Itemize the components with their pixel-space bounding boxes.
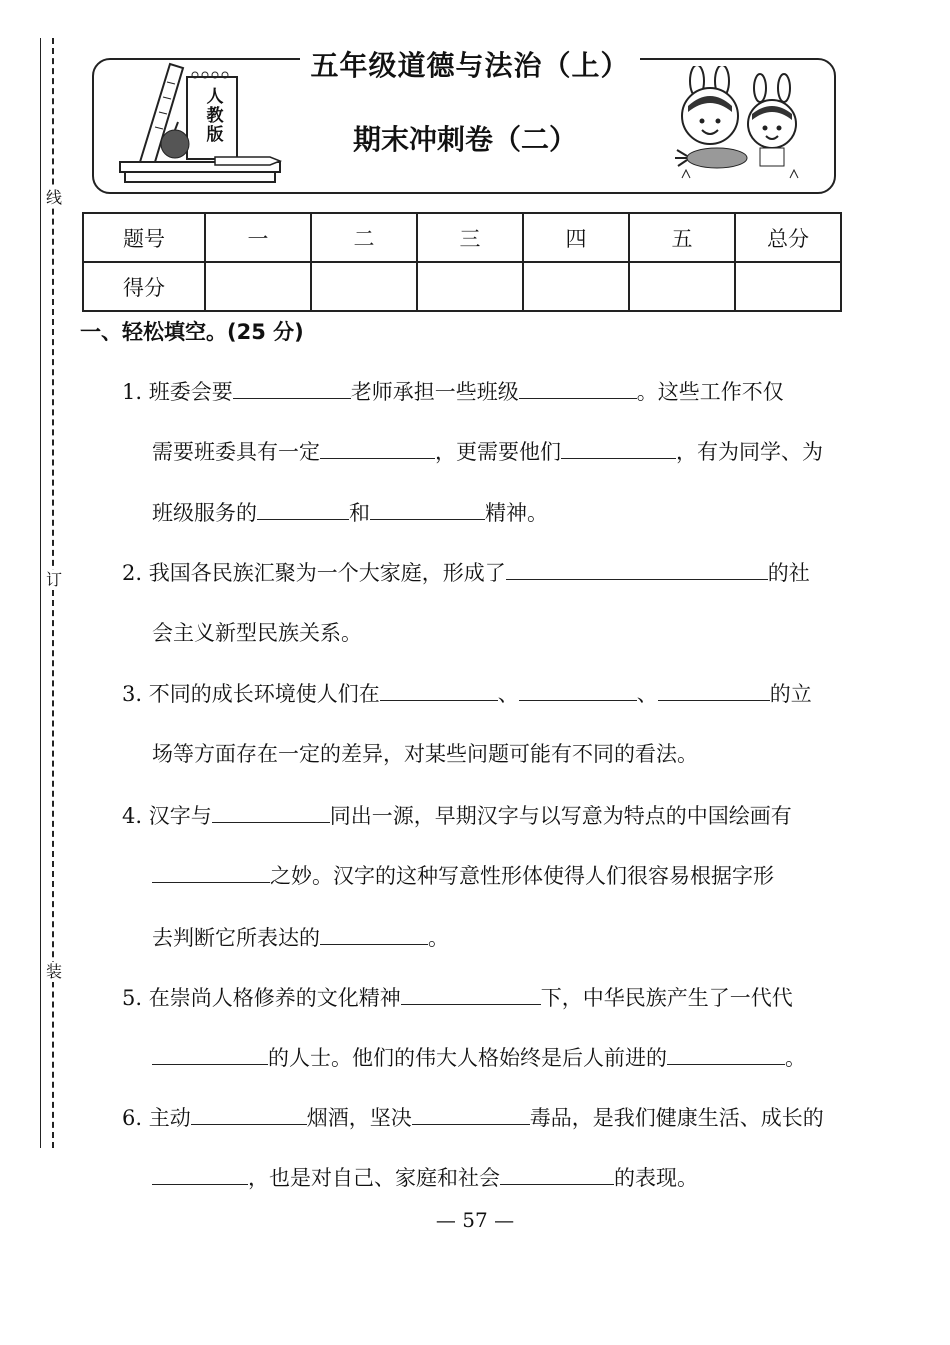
q1-text: ，更需要他们	[435, 440, 561, 464]
q5-blank-3[interactable]	[667, 1042, 785, 1065]
q6-blank-2[interactable]	[412, 1102, 530, 1125]
q6-text: 的表现。	[614, 1166, 698, 1190]
question-3-line-2	[152, 739, 698, 769]
q4-blank-2[interactable]	[152, 860, 270, 883]
question-4-line-1	[122, 800, 792, 831]
score-input-cell[interactable]	[735, 262, 841, 311]
binding-char-zhuang: 装	[45, 962, 62, 981]
q3-blank-3[interactable]	[658, 678, 770, 701]
q3-blank-1[interactable]	[380, 678, 498, 701]
score-input-cell[interactable]	[205, 262, 311, 311]
binding-char-ding: 订	[45, 570, 62, 589]
q5-text: 。	[785, 1046, 806, 1070]
score-input-cell[interactable]	[311, 262, 417, 311]
q3-text: 、	[636, 682, 658, 706]
q1-text: 老师承担一些班级	[350, 380, 519, 404]
q3-text: 的立	[769, 682, 812, 706]
q3-blank-2[interactable]	[519, 678, 637, 701]
q3-text: 场等方面存在一定的差异，对某些问题可能有不同的看法。	[152, 742, 698, 766]
q1-blank-5[interactable]	[257, 497, 349, 520]
q1-text: 班级服务的	[152, 501, 257, 525]
page-title: 五年级道德与法治（上）	[300, 44, 640, 84]
q1-text: 需要班委具有一定	[152, 440, 320, 464]
q6-text: ，也是对自己、家庭和社会	[248, 1166, 500, 1190]
score-header-cell: 四	[523, 213, 629, 262]
q1-text: 1. 班委会要	[122, 380, 233, 404]
question-6-line-1	[122, 1102, 824, 1133]
q5-text: 5. 在崇尚人格修养的文化精神	[122, 986, 401, 1010]
score-input-cell[interactable]	[523, 262, 629, 311]
score-table	[82, 212, 842, 312]
score-header-cell: 二	[311, 213, 417, 262]
q6-text: 烟酒，坚决	[306, 1106, 412, 1130]
q2-text: 会主义新型民族关系。	[152, 621, 362, 645]
question-5-line-1	[122, 982, 793, 1013]
table-row	[83, 262, 841, 311]
question-1-line-1	[122, 376, 784, 407]
q6-blank-4[interactable]	[500, 1162, 614, 1185]
q2-blank-1[interactable]	[506, 557, 768, 580]
q6-blank-1[interactable]	[191, 1102, 307, 1125]
q1-blank-4[interactable]	[561, 436, 676, 459]
question-3-line-1	[122, 678, 812, 709]
section-title: 一、轻松填空。(25 分)	[80, 320, 304, 344]
q4-text: 同出一源，早期汉字与以写意为特点的中国绘画有	[329, 804, 792, 828]
q4-blank-3[interactable]	[320, 922, 428, 945]
table-row	[83, 213, 841, 262]
page-number: — 57 —	[435, 1208, 515, 1232]
q6-blank-3[interactable]	[152, 1162, 248, 1185]
score-input-cell[interactable]	[417, 262, 523, 311]
q3-text: 3. 不同的成长环境使人们在	[122, 682, 380, 706]
score-header-cell: 三	[417, 213, 523, 262]
question-6-line-2	[152, 1162, 698, 1193]
q2-text: 的社	[767, 561, 810, 585]
score-label-cell: 得分	[83, 262, 205, 311]
q1-blank-6[interactable]	[370, 497, 485, 520]
q1-blank-3[interactable]	[320, 436, 435, 459]
binding-solid-line	[40, 38, 41, 1148]
q1-text: 精神。	[485, 501, 548, 525]
question-4-line-2	[152, 860, 774, 891]
q2-text: 2. 我国各民族汇聚为一个大家庭，形成了	[122, 561, 506, 585]
q4-blank-1[interactable]	[212, 800, 330, 823]
edition-label: 人教版	[206, 87, 224, 145]
q4-text: 。	[428, 926, 449, 950]
q5-text: 下，中华民族产生了一代代	[540, 986, 793, 1010]
question-1-line-3	[152, 497, 548, 528]
score-header-cell: 一	[205, 213, 311, 262]
q4-text: 去判断它所表达的	[152, 926, 320, 950]
question-1-line-2	[152, 436, 823, 467]
q6-text: 6. 主动	[122, 1106, 191, 1130]
q1-text: 。这些工作不仅	[636, 380, 784, 404]
score-header-cell: 总分	[735, 213, 841, 262]
question-2-line-1	[122, 557, 810, 588]
score-header-cell: 题号	[83, 213, 205, 262]
q1-text: ，有为同学、为	[676, 440, 823, 464]
q5-blank-2[interactable]	[152, 1042, 268, 1065]
binding-char-xian: 线	[45, 188, 62, 207]
q1-text: 和	[349, 501, 370, 525]
score-input-cell[interactable]	[629, 262, 735, 311]
score-header-cell: 五	[629, 213, 735, 262]
q5-text: 的人士。他们的伟大人格始终是后人前进的	[268, 1046, 667, 1070]
q3-text: 、	[497, 682, 519, 706]
page-subtitle: 期末冲刺卷（二）	[352, 123, 577, 156]
question-4-line-3	[152, 922, 449, 953]
question-5-line-2	[152, 1042, 806, 1073]
question-2-line-2	[152, 618, 362, 648]
q4-text: 4. 汉字与	[122, 804, 212, 828]
q5-blank-1[interactable]	[401, 982, 541, 1005]
q1-blank-2[interactable]	[519, 376, 637, 399]
q4-text: 之妙。汉字的这种写意性形体使得人们很容易根据字形	[270, 864, 774, 888]
q6-text: 毒品，是我们健康生活、成长的	[529, 1106, 824, 1130]
q1-blank-1[interactable]	[233, 376, 351, 399]
bunny-kids-illustration	[672, 66, 812, 184]
